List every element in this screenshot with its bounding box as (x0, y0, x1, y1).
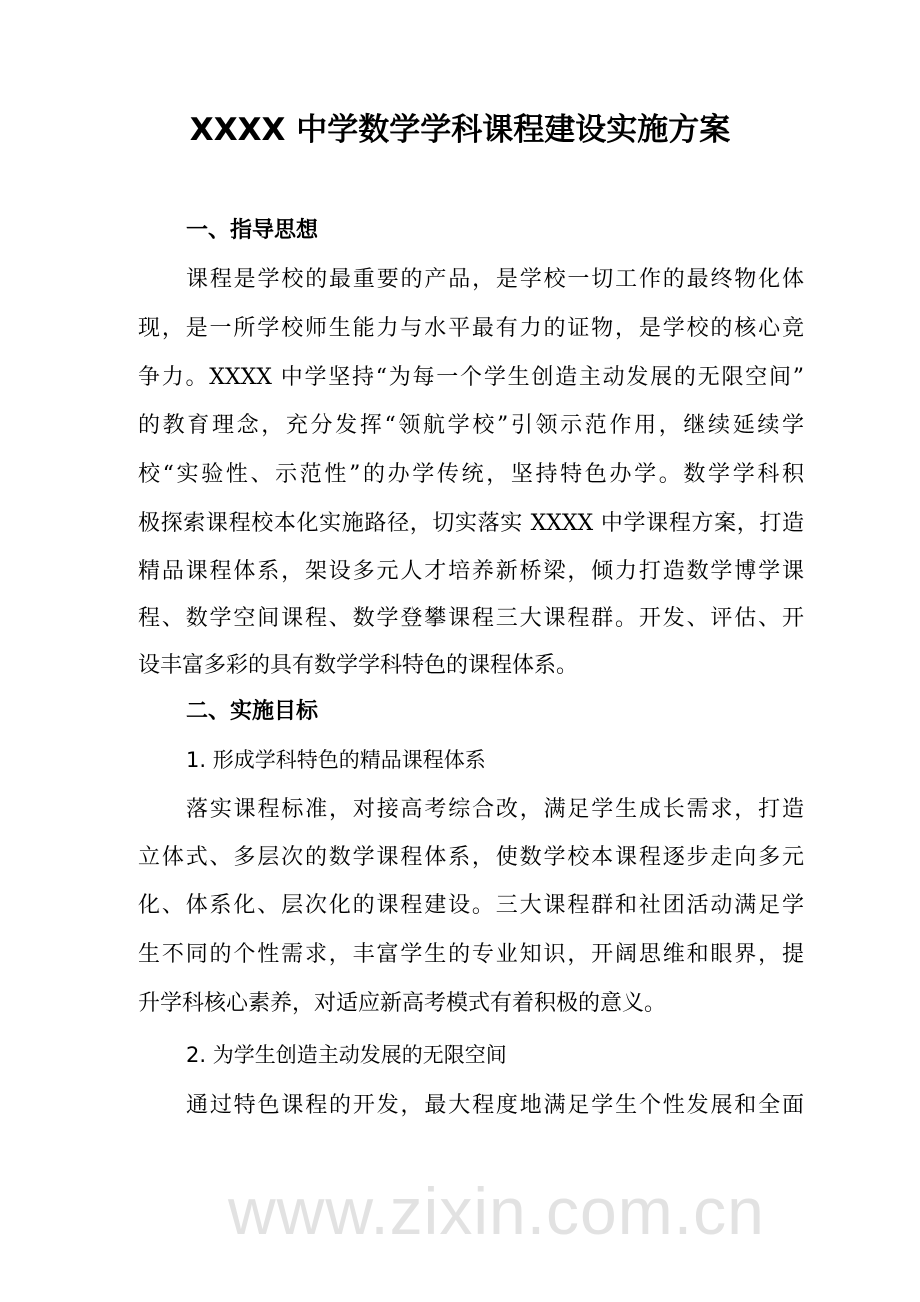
section-heading-guiding-ideology: 一、指导思想 (186, 218, 319, 243)
paragraph-line: 争力。XXXX 中学坚持“为每一个学生创造主动发展的无限空间” (138, 365, 804, 390)
watermark: www.zixin.com.cn (228, 1174, 765, 1248)
paragraph-line: 立体式、多层次的数学课程体系，使数学校本课程逐步走向多元 (138, 845, 804, 870)
subheading-2: 2. 为学生创造主动发展的无限空间 (186, 1043, 507, 1067)
paragraph-line: 生不同的个性需求，丰富学生的专业知识，开阔思维和眼界，提 (138, 942, 804, 967)
subheading-1: 1. 形成学科特色的精品课程体系 (186, 748, 486, 772)
paragraph-line: 化、体系化、层次化的课程建设。三大课程群和社团活动满足学 (138, 893, 804, 918)
paragraph-line: 落实课程标准，对接高考综合改，满足学生成长需求，打造 (186, 797, 804, 822)
paragraph-line: 极探索课程校本化实施路径，切实落实 XXXX 中学课程方案，打造 (138, 511, 804, 536)
paragraph-line: 校“实验性、示范性”的办学传统，坚持特色办学。数学学科积 (138, 462, 804, 487)
document-title: XXXX 中学数学学科课程建设实施方案 (189, 112, 731, 148)
paragraph-line: 程、数学空间课程、数学登攀课程三大课程群。开发、评估、开 (138, 606, 804, 631)
paragraph-line: 的教育理念，充分发挥“领航学校”引领示范作用，继续延续学 (138, 413, 804, 438)
paragraph-line: 设丰富多彩的具有数学学科特色的课程体系。 (138, 653, 579, 678)
paragraph-line: 升学科核心素养，对适应新高考模式有着积极的意义。 (138, 991, 667, 1016)
section-heading-goals: 二、实施目标 (186, 699, 319, 724)
paragraph-line: 现，是一所学校师生能力与水平最有力的证物，是学校的核心竞 (138, 316, 804, 341)
paragraph-line: 课程是学校的最重要的产品，是学校一切工作的最终物化体 (186, 267, 804, 292)
paragraph-line: 精品课程体系，架设多元人才培养新桥梁，倾力打造数学博学课 (138, 559, 804, 584)
paragraph-line: 通过特色课程的开发，最大程度地满足学生个性发展和全面 (186, 1093, 804, 1118)
